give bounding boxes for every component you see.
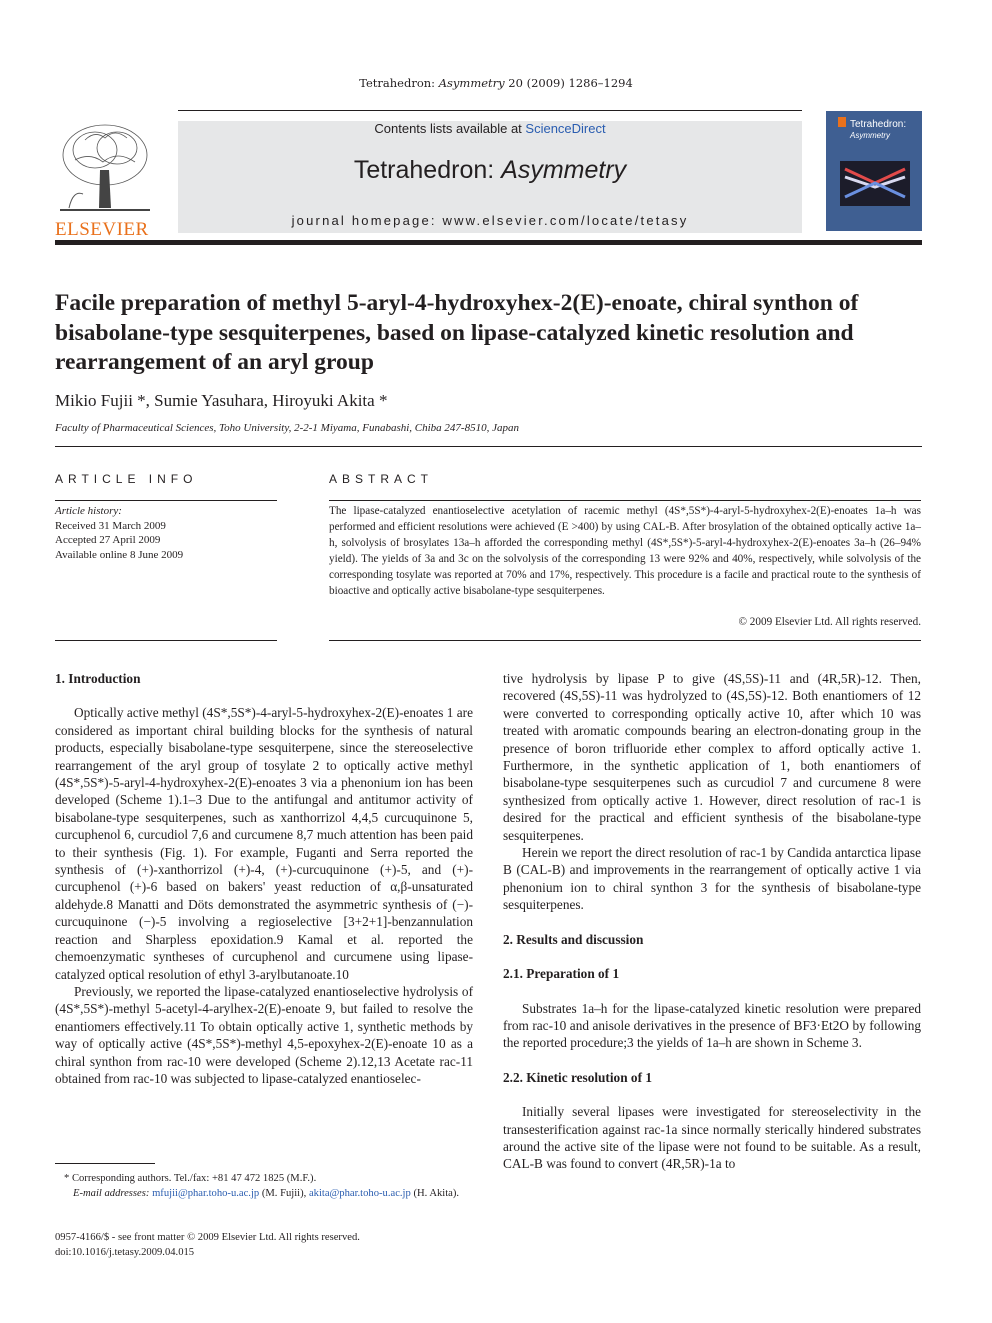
article-info-rule — [55, 500, 277, 501]
subsection-1-heading: 2.1. Preparation of 1 — [503, 966, 620, 982]
results-heading: 2. Results and discussion — [503, 931, 644, 947]
journal-name: Tetrahedron: Asymmetry — [353, 156, 627, 184]
subsection-2-heading: 2.2. Kinetic resolution of 1 — [503, 1069, 652, 1085]
article-title: Facile preparation of methyl 5-aryl-4-hydroxyhex-2(E)-enoate, chiral synthon of bisabolane-type sesquiterpenes, based on lipase-catalyzed kinetic resolution and rearrangement of an aryl group — [55, 290, 859, 375]
email-link-akita[interactable]: akita@phar.toho-u.ac.jp — [308, 1188, 411, 1199]
author-affiliation: Faculty of Pharmaceutical Sciences, Toho University, 2-2-1 Miyama, Funabashi, Chiba 247-8510, Japan — [55, 422, 519, 434]
right-paragraph-1: tive hydrolysis by lipase P to give (4S,5S)-11 and (4R,5R)-12. Then, recovered (4S,5S)-11 was hydrolyzed to (4S,5S)-12. Both enantiomers of 12 were converted to corresponding optically active 10, after which 10 was treated with aromatic compounds bearing an electron-donating group in the presence of boron trifluoride ether complex to afford optically active 1. Furthermore, in the synthetic application of 1, both enantiomers of bisabolane-type sesquiterpenes such as curcudiol 7 and curcumene 8 were synthesized from optically active 1. However, direct resolution of rac-1 is desired for the practical and efficient synthesis of the bisabolane-type sesquiterpenes. — [503, 671, 921, 843]
abstract-bottom-rule — [329, 640, 921, 641]
footnote-rule — [55, 1163, 155, 1164]
received-date: Received 31 March 2009 — [55, 519, 166, 532]
cover-title: Tetrahedron: Asymmetry — [850, 119, 907, 140]
sciencedirect-link[interactable]: ScienceDirect — [525, 121, 606, 136]
abstract-label: ABSTRACT — [329, 472, 434, 486]
doi-line: doi:10.1016/j.tetasy.2009.04.015 — [55, 1247, 195, 1258]
journal-citation: Tetrahedron: Asymmetry 20 (2009) 1286–1294 — [359, 76, 633, 90]
email-link-fujii[interactable]: mfujii@phar.toho-u.ac.jp — [152, 1188, 260, 1199]
article-history — [55, 504, 277, 562]
intro-paragraph-2: Previously, we reported the lipase-catalyzed enantioselective hydrolysis of (4S*,5S*)-methyl 5-acetyl-4-arylhex-2(E)-enoate 9, but failed to resolve the enantiomers effectively.11 To obtain optically active 1, synthetic methods by way of optically active (4S*,5S*)-methyl 4,5-epoxyhex-2(E)-enoate 10 as a chiral synthon from rac-10 were developed (Scheme 2).12,13 Acetate rac-11 obtained from rac-10 was subjected to lipase-catalyzed enantioselec- — [55, 983, 473, 1086]
article-info-label: ARTICLE INFO — [55, 472, 198, 486]
elsevier-tree-icon — [55, 120, 155, 215]
elsevier-wordmark: ELSEVIER — [55, 219, 149, 240]
right-column — [503, 670, 921, 1173]
subsection-2-paragraph: Initially several lipases were investigated for stereoselectivity in the transesterification against rac-1a since normally sterically hindered substrates around the active site of the lipase were not found to be suitable. As a result, CAL-B was found to convert (4R,5R)-1a to — [503, 1104, 921, 1172]
intro-heading: 1. Introduction — [55, 671, 141, 686]
online-date: Available online 8 June 2009 — [55, 548, 184, 561]
footnotes — [64, 1171, 474, 1201]
intro-paragraph-1: Optically active methyl (4S*,5S*)-4-aryl-5-hydroxyhex-2(E)-enoates 1 are considered as important chiral building blocks for the synthesis of natural products, especially bisabolane-type sesquiterpene, since the stereoselective rearrangement of the aryl group of tosylate 2 to optically active methyl (4S*,5S*)-5-aryl-4-hydroxyhex-2(E)-enoates 3 via a phenonium ion has been developed (Scheme 1).1–3 Due to the antifungal and antitumor activity of bisabolane-type sesquiterpenes, such as xanthorrizol 4,4,5 curcuquinone 5, curcuphenol 6, curcudiol 7,6 and curcumene 8,7 much attention has been paid to their synthesis (Fig. 1). For example, Fuganti and Serra reported the synthesis of (+)-xanthorrizol (+)-4, (+)-curcuquinone (+)-5, and (+)-curcuphenol (+)-6 based on bakers' yeast reduction of α,β-unsaturated aldehyde.8 Manatti and Döts demonstrated the asymmetric synthesis of (−)-curcuquinone (−)-5 involving a regioselective [3+2+1]-benzannulation reaction and Sharpless epoxidation.9 Kamal et al. reported the chemoenzymatic syntheses of curcuphenol and curcumene using lipase-catalyzed optical resolution of ethyl 3-arylbutanoate.10 — [55, 705, 473, 982]
right-paragraph-2: Herein we report the direct resolution of rac-1 by Candida antarctica lipase B (CAL-B) and improvements in the rearrangement of optically active 1 via phenonium ion to chiral synthon 3 for the synthesis of bisabolane-type sesquiterpenes. — [503, 845, 921, 913]
journal-homepage[interactable]: journal homepage: www.elsevier.com/locate/tetasy — [291, 213, 689, 228]
cover-artwork-icon — [840, 161, 910, 206]
article-authors: Mikio Fujii *, Sumie Yasuhara, Hiroyuki Akita * — [55, 391, 388, 410]
email-note: E-mail addresses: mfujii@phar.toho-u.ac.jp (M. Fujii), akita@phar.toho-u.ac.jp (H. Akita). — [73, 1188, 460, 1199]
elsevier-logo — [55, 120, 155, 240]
header-bottom-rule — [55, 240, 922, 245]
abstract-text: The lipase-catalyzed enantioselective acetylation of racemic methyl (4S*,5S*)-4-aryl-5-hydroxyhex-2(E)-enoates 1a–h was performed and efficient resolutions were achieved (E >400) by using CAL-B. After brosylation of the obtained optically active 1a–h, solvolysis of brosylates 13a–h afforded the corresponding methyl (4S*,5S*)-5-aryl-4-hydroxyhex-2(E)-enoates 3a–h (26–94% yield). The yields of 3a and 3c on the solvolysis of the corresponding 13 were 92% and 40%, respectively, while solvolysis of the corresponding tosylate was reported at 70% and 17%, respectively. This procedure is a facile and practical route to the synthesis of bioactive and optically active bisabolane-type sesquiterpenes. — [329, 505, 921, 597]
cover-logo-icon — [838, 117, 846, 127]
affiliation-rule — [55, 446, 922, 447]
header-top-rule — [178, 110, 802, 111]
abstract-copyright: © 2009 Elsevier Ltd. All rights reserved. — [738, 616, 921, 628]
accepted-date: Accepted 27 April 2009 — [55, 534, 161, 546]
abstract-rule — [329, 500, 921, 501]
history-label: Article history: — [55, 505, 122, 517]
article-info-bottom-rule — [55, 640, 277, 641]
journal-cover-image — [826, 111, 922, 231]
contents-line: Contents lists available at ScienceDirect — [374, 121, 606, 136]
issn-line: 0957-4166/$ - see front matter © 2009 Elsevier Ltd. All rights reserved. — [55, 1232, 360, 1243]
left-column — [55, 670, 473, 1087]
corresponding-author-note: * Corresponding authors. Tel./fax: +81 47 472 1825 (M.F.). — [64, 1173, 317, 1184]
subsection-1-paragraph: Substrates 1a–h for the lipase-catalyzed kinetic resolution were prepared from rac-10 and anisole derivatives in the presence of BF3·Et2O by following the reported procedure;3 the yields of 1a–h are shown in Scheme 3. — [503, 1000, 921, 1051]
